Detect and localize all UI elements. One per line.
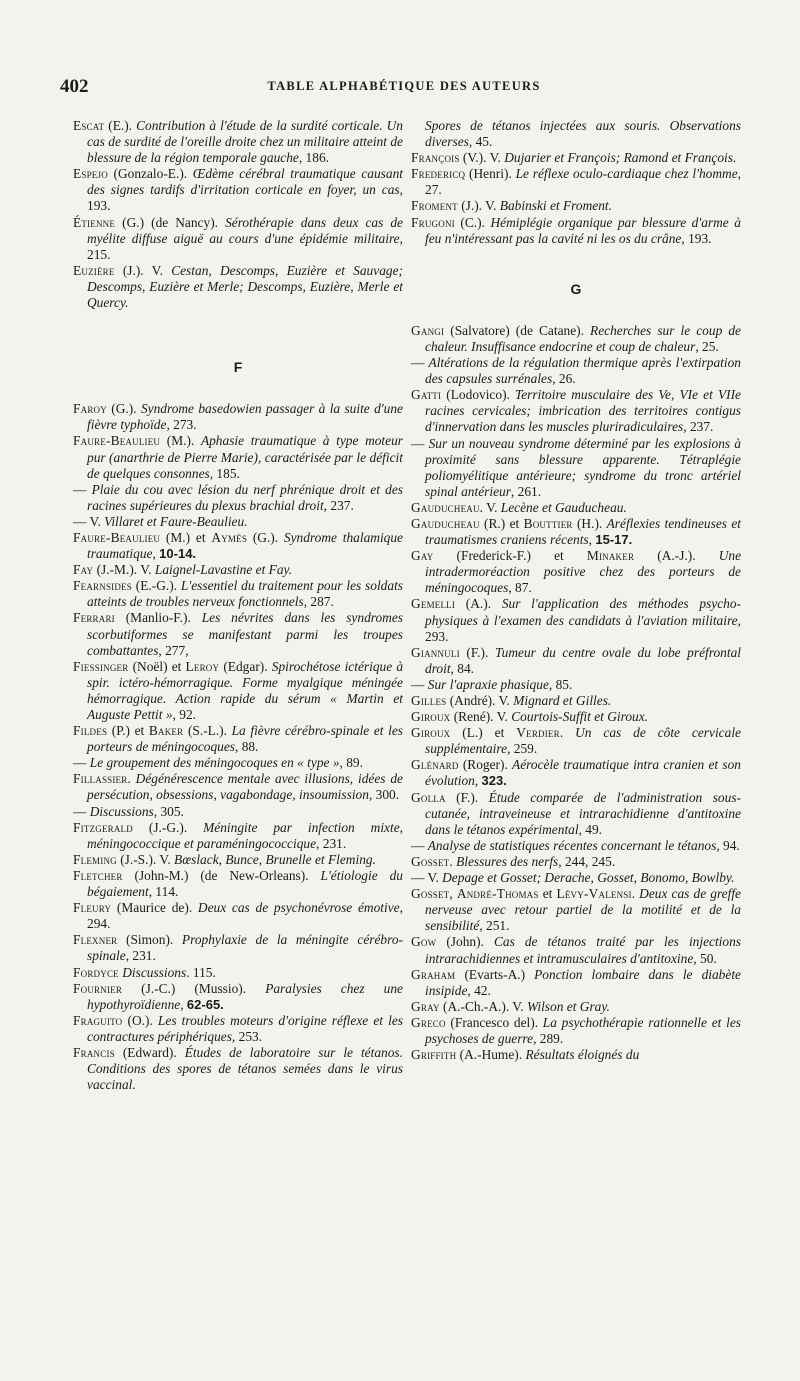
author-details: (J.). V. — [457, 198, 500, 214]
index-entry — [411, 1047, 741, 1063]
index-entry — [73, 1045, 403, 1093]
index-entry — [411, 870, 741, 886]
page-reference: , 94. — [716, 837, 740, 853]
work-title: Hémiplégie organique par blessure d'arme à feu n'intéressant pas la cavité ni les os du crâne — [425, 214, 741, 246]
work-title: La fièvre cérébro-spinale et les porteurs de méningocoques — [87, 723, 404, 755]
page-reference: , — [588, 532, 596, 548]
index-entry — [411, 854, 741, 870]
author-name: Fletcher — [73, 867, 123, 883]
author-name: Faure-Beaulieu — [73, 433, 161, 449]
index-entry — [73, 868, 403, 900]
author-details: (Roger). — [458, 757, 513, 773]
work-title: La psychothérapie rationnelle et les psychoses de guerre — [425, 1014, 741, 1046]
index-entry — [411, 198, 741, 214]
work-title: Résultats éloignés du — [525, 1047, 640, 1063]
work-title: Discussions — [89, 803, 154, 819]
coauthor-name: Bouttier — [523, 515, 573, 531]
section-letter: F — [233, 359, 243, 376]
author-name: Fleury — [73, 900, 112, 916]
index-entry — [411, 725, 741, 757]
work-title: Syndrome thalamique traumatique — [87, 529, 403, 562]
page-reference: , 261. — [510, 483, 542, 499]
work-title: Contribution à l'étude de la surdité corticale. Un cas de surdité de l'oreille droite chez un militaire atteint de blessure de la région temporale gauche — [87, 118, 403, 166]
author-details: (John-M.) (de New-Orleans). — [122, 867, 321, 883]
page-reference: , 215. — [87, 230, 403, 262]
author-details: (J.). V. — [114, 262, 172, 278]
author-details: (Frederick-F.) et — [433, 548, 587, 564]
work-title: Prophylaxie de la méningite cérébro-spinale — [87, 932, 403, 964]
author-name: Giroux — [411, 725, 451, 741]
author-details: — — [411, 355, 429, 371]
author-details: (Gonzalo-E.). — [107, 166, 193, 182]
author-name: Gilles — [411, 693, 447, 708]
work-title: Dujarier et François; Ramond et François. — [504, 150, 737, 166]
work-title: Méningite par infection mixte, méningococcique et paraméningococcique — [87, 819, 403, 851]
work-title: Dégénérescence mentale avec illusions, idées de persécution, obsessions, vagabondage, insoumission — [87, 771, 403, 803]
index-entry — [411, 967, 741, 999]
index-entry — [73, 852, 403, 868]
work-title: Altérations de la régulation thermique après l'extirpation des capsules surrénales — [425, 355, 741, 387]
coauthor-details: et — [538, 886, 557, 902]
author-details: — — [73, 481, 92, 497]
coauthor-name: Leroy — [185, 658, 220, 674]
author-name: Fournier — [73, 980, 123, 996]
coauthor-name: Aymès — [211, 529, 248, 545]
page-reference: , 231. — [125, 948, 156, 964]
index-entry — [73, 965, 403, 981]
page-reference: , 45. — [468, 134, 493, 150]
author-name: Fildes — [73, 723, 108, 739]
index-entry — [411, 548, 741, 596]
author-name: Greco — [411, 1014, 446, 1030]
author-details: (G.) (de Nancy). — [115, 214, 226, 230]
author-details: (L.) et — [450, 725, 517, 741]
author-details: (Edward). — [114, 1044, 185, 1060]
index-entry — [73, 755, 403, 771]
page-reference: , 259. — [507, 741, 538, 757]
index-entry — [73, 401, 403, 433]
author-name: Faroy — [73, 401, 107, 417]
work-title: L'essentiel du traitement pour les soldats atteints de troubles nerveux fonctionnels — [87, 578, 403, 610]
author-name: Faure-Beaulieu — [73, 529, 161, 545]
page-reference: , 273. — [166, 417, 197, 433]
work-title: Laignel-Lavastine et Fay. — [154, 562, 293, 578]
work-title: Sur l'application des méthodes psycho-physiques à l'examen des candidats à l'aviation militaire — [425, 596, 742, 628]
author-name: Étienne — [73, 214, 116, 230]
author-details: . — [449, 853, 457, 869]
index-entry — [411, 757, 741, 789]
index-entry — [73, 530, 403, 562]
author-name: Gauducheau — [411, 499, 480, 515]
work-title: Aérocèle traumatique intra cranien et son évolution — [425, 757, 741, 789]
author-details: — — [73, 755, 90, 771]
work-title: Œdème cérébral traumatique causant des signes tardifs d'irritation corticale en foyer, un cas — [87, 166, 404, 198]
work-title: Étude comparée de l'administration sous-cutanée, intraveineuse et intrarachidienne d'antitoxine dans le tétanos expérimental — [425, 789, 741, 837]
index-entry — [73, 804, 403, 820]
work-title: Deux cas de psychonévrose émotive — [197, 900, 400, 916]
work-title: Paralysies chez une hypothyroïdienne — [87, 980, 403, 1012]
index-entry — [73, 118, 403, 166]
index-entry — [73, 166, 403, 214]
work-title: Le groupement des méningocoques en « type » — [89, 755, 340, 771]
author-name: Graham — [411, 966, 456, 982]
author-details: (P.) et — [107, 723, 149, 739]
work-title: Recherches sur le coup de chaleur. Insuffisance endocrine et coup de chaleur — [425, 322, 741, 354]
work-title: Les névrites dans les syndromes scorbutiformes se manifestant parmi les troupes combattantes — [87, 610, 403, 658]
author-details: (Maurice de). — [111, 900, 198, 916]
page-reference: , 253. — [231, 1028, 263, 1044]
index-entry — [411, 677, 741, 693]
coauthor-details: (G.). — [247, 529, 284, 545]
author-details: (Salvatore) (de Catane). — [444, 322, 591, 338]
work-title: Mignard et Gilles. — [513, 693, 612, 708]
page-reference: , 293. — [425, 612, 741, 644]
author-name: Escat — [73, 118, 105, 133]
page-reference: . 115. — [186, 964, 216, 980]
work-title: Villaret et Faure-Beaulieu. — [104, 513, 248, 529]
index-entry — [411, 709, 741, 725]
author-name: Gay — [411, 548, 434, 564]
author-name: Gemelli — [411, 596, 456, 612]
page-reference: , 25. — [695, 338, 719, 354]
author-details: (V.). V. — [459, 150, 505, 166]
author-details: (Evarts-A.) — [455, 966, 535, 982]
index-entry — [73, 263, 403, 311]
running-title: TABLE ALPHABÉTIQUE DES AUTEURS — [267, 79, 541, 93]
index-entry — [411, 1015, 741, 1047]
work-title: Babinski et Froment. — [499, 198, 612, 214]
work-title: Spores de tétanos injectées aux souris. Observations diverses — [425, 118, 741, 150]
author-name: Fiessinger — [73, 658, 129, 674]
page-reference: , 251. — [479, 918, 510, 934]
index-entry — [73, 610, 403, 658]
work-title: Sur un nouveau syndrome déterminé par les explosions à proximité sans blessure apparente. Tétraplégie poliomyélitique antérieure; syndrome du tronc artériel spinal antérieur — [425, 435, 741, 499]
index-entry — [73, 981, 403, 1013]
index-entry — [73, 1013, 403, 1045]
author-name: Gow — [411, 934, 437, 950]
index-entry — [411, 934, 741, 966]
page-reference: , 294. — [87, 900, 403, 932]
author-details: (A.-Ch.-A.). V. — [439, 998, 527, 1014]
work-title: Tumeur du centre ovale du lobe préfrontal droit — [425, 644, 741, 676]
work-title: Aréflexies tendineuses et traumatismes craniens récents — [425, 515, 742, 548]
page-reference: , 114. — [148, 884, 179, 900]
index-entry — [73, 932, 403, 964]
author-name: Gauducheau — [411, 515, 480, 531]
page-reference: , 87. — [508, 580, 532, 596]
page-reference: , 231. — [316, 835, 347, 851]
author-name: Fleming — [73, 851, 117, 867]
page-reference: , 42. — [467, 982, 491, 998]
author-details: (Henri). — [465, 166, 516, 182]
page-reference: , 237. — [323, 497, 354, 513]
index-entry — [73, 578, 403, 610]
page-reference: , 300. — [368, 787, 400, 803]
work-title: Ponction lombaire dans le diabète insipide — [425, 966, 741, 998]
work-title: Courtois-Suffit et Giroux. — [511, 709, 649, 725]
index-entry — [411, 500, 741, 516]
work-title: Cas de tétanos traité par les injections intrarachidiennes et intramusculaires d'antitoxine — [425, 934, 742, 966]
author-details: (A.). — [455, 596, 502, 612]
index-entry — [73, 900, 403, 932]
coauthor-name: Verdier — [516, 725, 560, 741]
page-reference: , 50. — [693, 950, 717, 966]
coauthor-name: Lévy-Valensi — [556, 886, 632, 902]
author-name: Gatti — [411, 387, 442, 403]
author-name: Fraguito — [73, 1012, 123, 1028]
index-entry — [411, 838, 741, 854]
author-details: (F.). — [459, 644, 495, 660]
index-entry — [411, 645, 741, 677]
work-title: Études de laboratoire sur le tétanos. Conditions des spores de tétanos semées dans le virus vaccinal. — [87, 1044, 403, 1093]
author-details: (André). V. — [446, 693, 514, 708]
author-details: (John). — [436, 934, 494, 950]
author-name: Flexner — [73, 932, 118, 948]
index-entry — [411, 118, 741, 150]
author-details: (Simon). — [117, 932, 182, 948]
index-column-right — [411, 118, 741, 1063]
page-reference: , 49. — [578, 821, 603, 837]
author-name: Gangi — [411, 322, 445, 338]
index-entry — [411, 693, 741, 709]
index-entry — [411, 387, 741, 435]
index-entry — [411, 516, 741, 548]
page-reference: , 193. — [681, 230, 712, 246]
author-name: Espejo — [73, 166, 108, 182]
author-details: (M.). — [160, 433, 201, 449]
author-details: , — [449, 886, 457, 902]
page-header — [60, 76, 748, 102]
author-name: Giroux — [411, 709, 451, 725]
work-title: Sur l'apraxie phasique — [427, 676, 549, 692]
work-title: Blessures des nerfs — [456, 853, 559, 869]
author-details: (E.-G.). — [131, 578, 181, 594]
work-title: Cestan, Descomps, Euzière et Sauvage; Descomps, Euzière et Merle; Descomps, Euzière, Merle et Quercy. — [87, 262, 403, 311]
page-reference: , — [152, 546, 160, 562]
author-details: (Francesco del). — [445, 1014, 543, 1030]
coauthor-details: (A.-J.). — [634, 548, 719, 564]
index-entry — [73, 562, 403, 578]
work-title: Wilson et Gray. — [526, 998, 610, 1014]
author-details: . — [127, 771, 136, 787]
author-name: Frugoni — [411, 214, 455, 230]
index-column-left — [73, 118, 403, 1093]
work-title: Plaie du cou avec lésion du nerf phrénique droit et des racines supérieures du plexus brachial droit — [87, 481, 403, 513]
author-name: Ferrari — [73, 610, 115, 626]
work-title: Les troubles moteurs d'origine réflexe et les contractures périphériques — [87, 1012, 403, 1044]
author-name: Golla — [411, 789, 446, 805]
index-entry — [411, 999, 741, 1015]
index-entry — [411, 355, 741, 387]
author-details: (F.). — [445, 789, 489, 805]
page-reference: , 244, 245. — [558, 853, 616, 869]
index-entry — [73, 659, 403, 723]
author-name: Fordyce — [73, 964, 119, 980]
index-entry — [411, 436, 741, 500]
work-title: Syndrome basedowien passager à la suite d'une fièvre typhoïde — [87, 401, 403, 433]
author-name: Fitzgerald — [73, 819, 133, 835]
page-number: 402 — [60, 76, 89, 97]
author-details: (O.). — [122, 1012, 158, 1028]
author-details: — — [411, 676, 428, 692]
work-title: Spirochétose ictérique à spir. ictéro-hémorragique. Forme myalgique méningée hémorragique. Action rapide du sérum « Martin et Auguste Pettit » — [87, 658, 404, 722]
page-reference: , 277, — [158, 642, 189, 658]
author-details: (J.-G.). — [132, 819, 204, 835]
page-reference: , 186. — [298, 150, 329, 166]
page-reference: , 27. — [425, 166, 741, 198]
author-name: Fay — [73, 562, 94, 578]
coauthor-name: Minaker — [586, 548, 635, 564]
coauthor-details: (Edgar). — [219, 658, 272, 674]
index-entry — [73, 482, 403, 514]
page-reference: , 289. — [533, 1030, 564, 1046]
work-title: Depage et Gosset; Derache, Gosset, Bonomo, Bowlby. — [442, 870, 735, 886]
page-reference: , 26. — [552, 371, 576, 387]
coauthor-details: . — [631, 886, 640, 902]
index-entry — [411, 150, 741, 166]
page-reference-bold: 62-65. — [186, 996, 224, 1012]
index-entry — [73, 820, 403, 852]
index-entry — [73, 771, 403, 803]
page-reference-bold: 15-17. — [595, 532, 633, 548]
author-details: (J.-S.). V. — [116, 851, 175, 867]
author-details: — — [73, 803, 90, 819]
page-reference: , 92. — [172, 707, 196, 722]
page-reference: , 84. — [450, 660, 474, 676]
work-title: Analyse de statistiques récentes concernant le tétanos — [427, 837, 717, 853]
coauthor-name: Baker — [148, 723, 184, 739]
work-title: L'étiologie du bégaiement — [87, 867, 403, 900]
index-entry — [411, 886, 741, 934]
author-name: Giannuli — [411, 644, 460, 660]
index-entry — [73, 433, 403, 481]
page-reference: , 89. — [339, 755, 363, 771]
page-reference: , 305. — [153, 803, 184, 819]
author-details: (J.-C.) (Mussio). — [122, 980, 266, 996]
page-reference: , — [180, 996, 187, 1012]
author-name: Fredericq — [411, 166, 466, 182]
coauthor-details: . — [559, 725, 576, 741]
index-entry — [411, 166, 741, 198]
author-details: — — [411, 435, 429, 451]
author-details: (C.). — [454, 214, 491, 230]
work-title: Territoire musculaire des Ve, VIe et VIIe racines cervicales; imbrication des territoires contigus d'innervation dans les muscles pluriradiculaires — [425, 387, 741, 435]
author-details: (Noël) et — [128, 658, 186, 674]
work-title: Deux cas de greffe nerveuse avec retour partiel de la motilité et de la sensibilité — [425, 886, 741, 934]
index-entry — [411, 323, 741, 355]
index-entry — [411, 215, 741, 247]
author-details: (Manlio-F.). — [114, 610, 202, 626]
page-reference-bold: 10-14. — [159, 546, 197, 562]
author-details: . V. — [479, 499, 501, 515]
author-name: Euzière — [73, 262, 115, 278]
work-title: Une intradermoréaction positive chez des porteurs de méningocoques — [425, 548, 742, 596]
work-title: Aphasie traumatique à type moteur pur (anarthrie de Pierre Marie), caractérisée par le déficit de quelques consonnes — [87, 433, 403, 481]
page-reference-bold: 323. — [481, 773, 507, 789]
page-reference: , 88. — [235, 739, 259, 755]
page-reference: , 237. — [683, 419, 714, 435]
author-details: (G.). — [106, 401, 141, 417]
page-reference: , 85. — [548, 676, 573, 692]
page-reference: , 185. — [209, 465, 240, 481]
page-reference: , 287. — [303, 594, 334, 610]
coauthor-details: (S.-L.). — [183, 723, 232, 739]
index-entry — [73, 514, 403, 530]
section-letter: G — [570, 280, 582, 297]
author-name: Fillassier — [73, 771, 128, 787]
coauthor-details: (H.). — [572, 515, 607, 531]
work-title: Un cas de côte cervicale supplémentaire — [425, 725, 741, 757]
author-details: (A.-Hume). — [456, 1047, 526, 1063]
author-name: Griffith — [411, 1047, 457, 1063]
author-details: (René). V. — [450, 709, 512, 725]
work-title: Le réflexe oculo-cardiaque chez l'homme — [515, 166, 738, 182]
author-name: Francis — [73, 1044, 115, 1060]
author-details: — V. — [411, 870, 443, 886]
page-reference: , — [474, 773, 482, 789]
author-name: Gray — [411, 998, 440, 1014]
author-details: (E.). — [104, 118, 137, 133]
page-reference: , 193. — [87, 182, 403, 214]
author-details: — V. — [73, 513, 105, 529]
author-details: (R.) et — [479, 515, 524, 531]
author-name: Gosset — [411, 886, 450, 902]
author-name: Glénard — [411, 757, 459, 773]
author-details: (M.) et — [160, 529, 212, 545]
author-name: Froment — [411, 198, 458, 214]
index-entry — [411, 596, 741, 644]
coauthor-name: André-Thomas — [456, 886, 539, 902]
work-title: Bœslack, Bunce, Brunelle et Fleming. — [174, 851, 376, 867]
author-details: — — [411, 837, 428, 853]
author-name: Fearnsides — [73, 578, 132, 594]
work-title: Discussions — [122, 964, 187, 980]
index-entry — [411, 790, 741, 838]
author-name: Gosset — [411, 853, 450, 869]
index-entry — [73, 215, 403, 263]
work-title: Lecène et Gauducheau. — [500, 499, 627, 515]
work-title: Sérothérapie dans deux cas de myélite diffuse aiguë au cours d'une épidémie militaire — [87, 214, 403, 246]
author-details: (J.-M.). V. — [93, 562, 155, 578]
index-entry — [73, 723, 403, 755]
author-name: François — [411, 150, 460, 166]
author-details: (Lodovico). — [441, 387, 516, 403]
